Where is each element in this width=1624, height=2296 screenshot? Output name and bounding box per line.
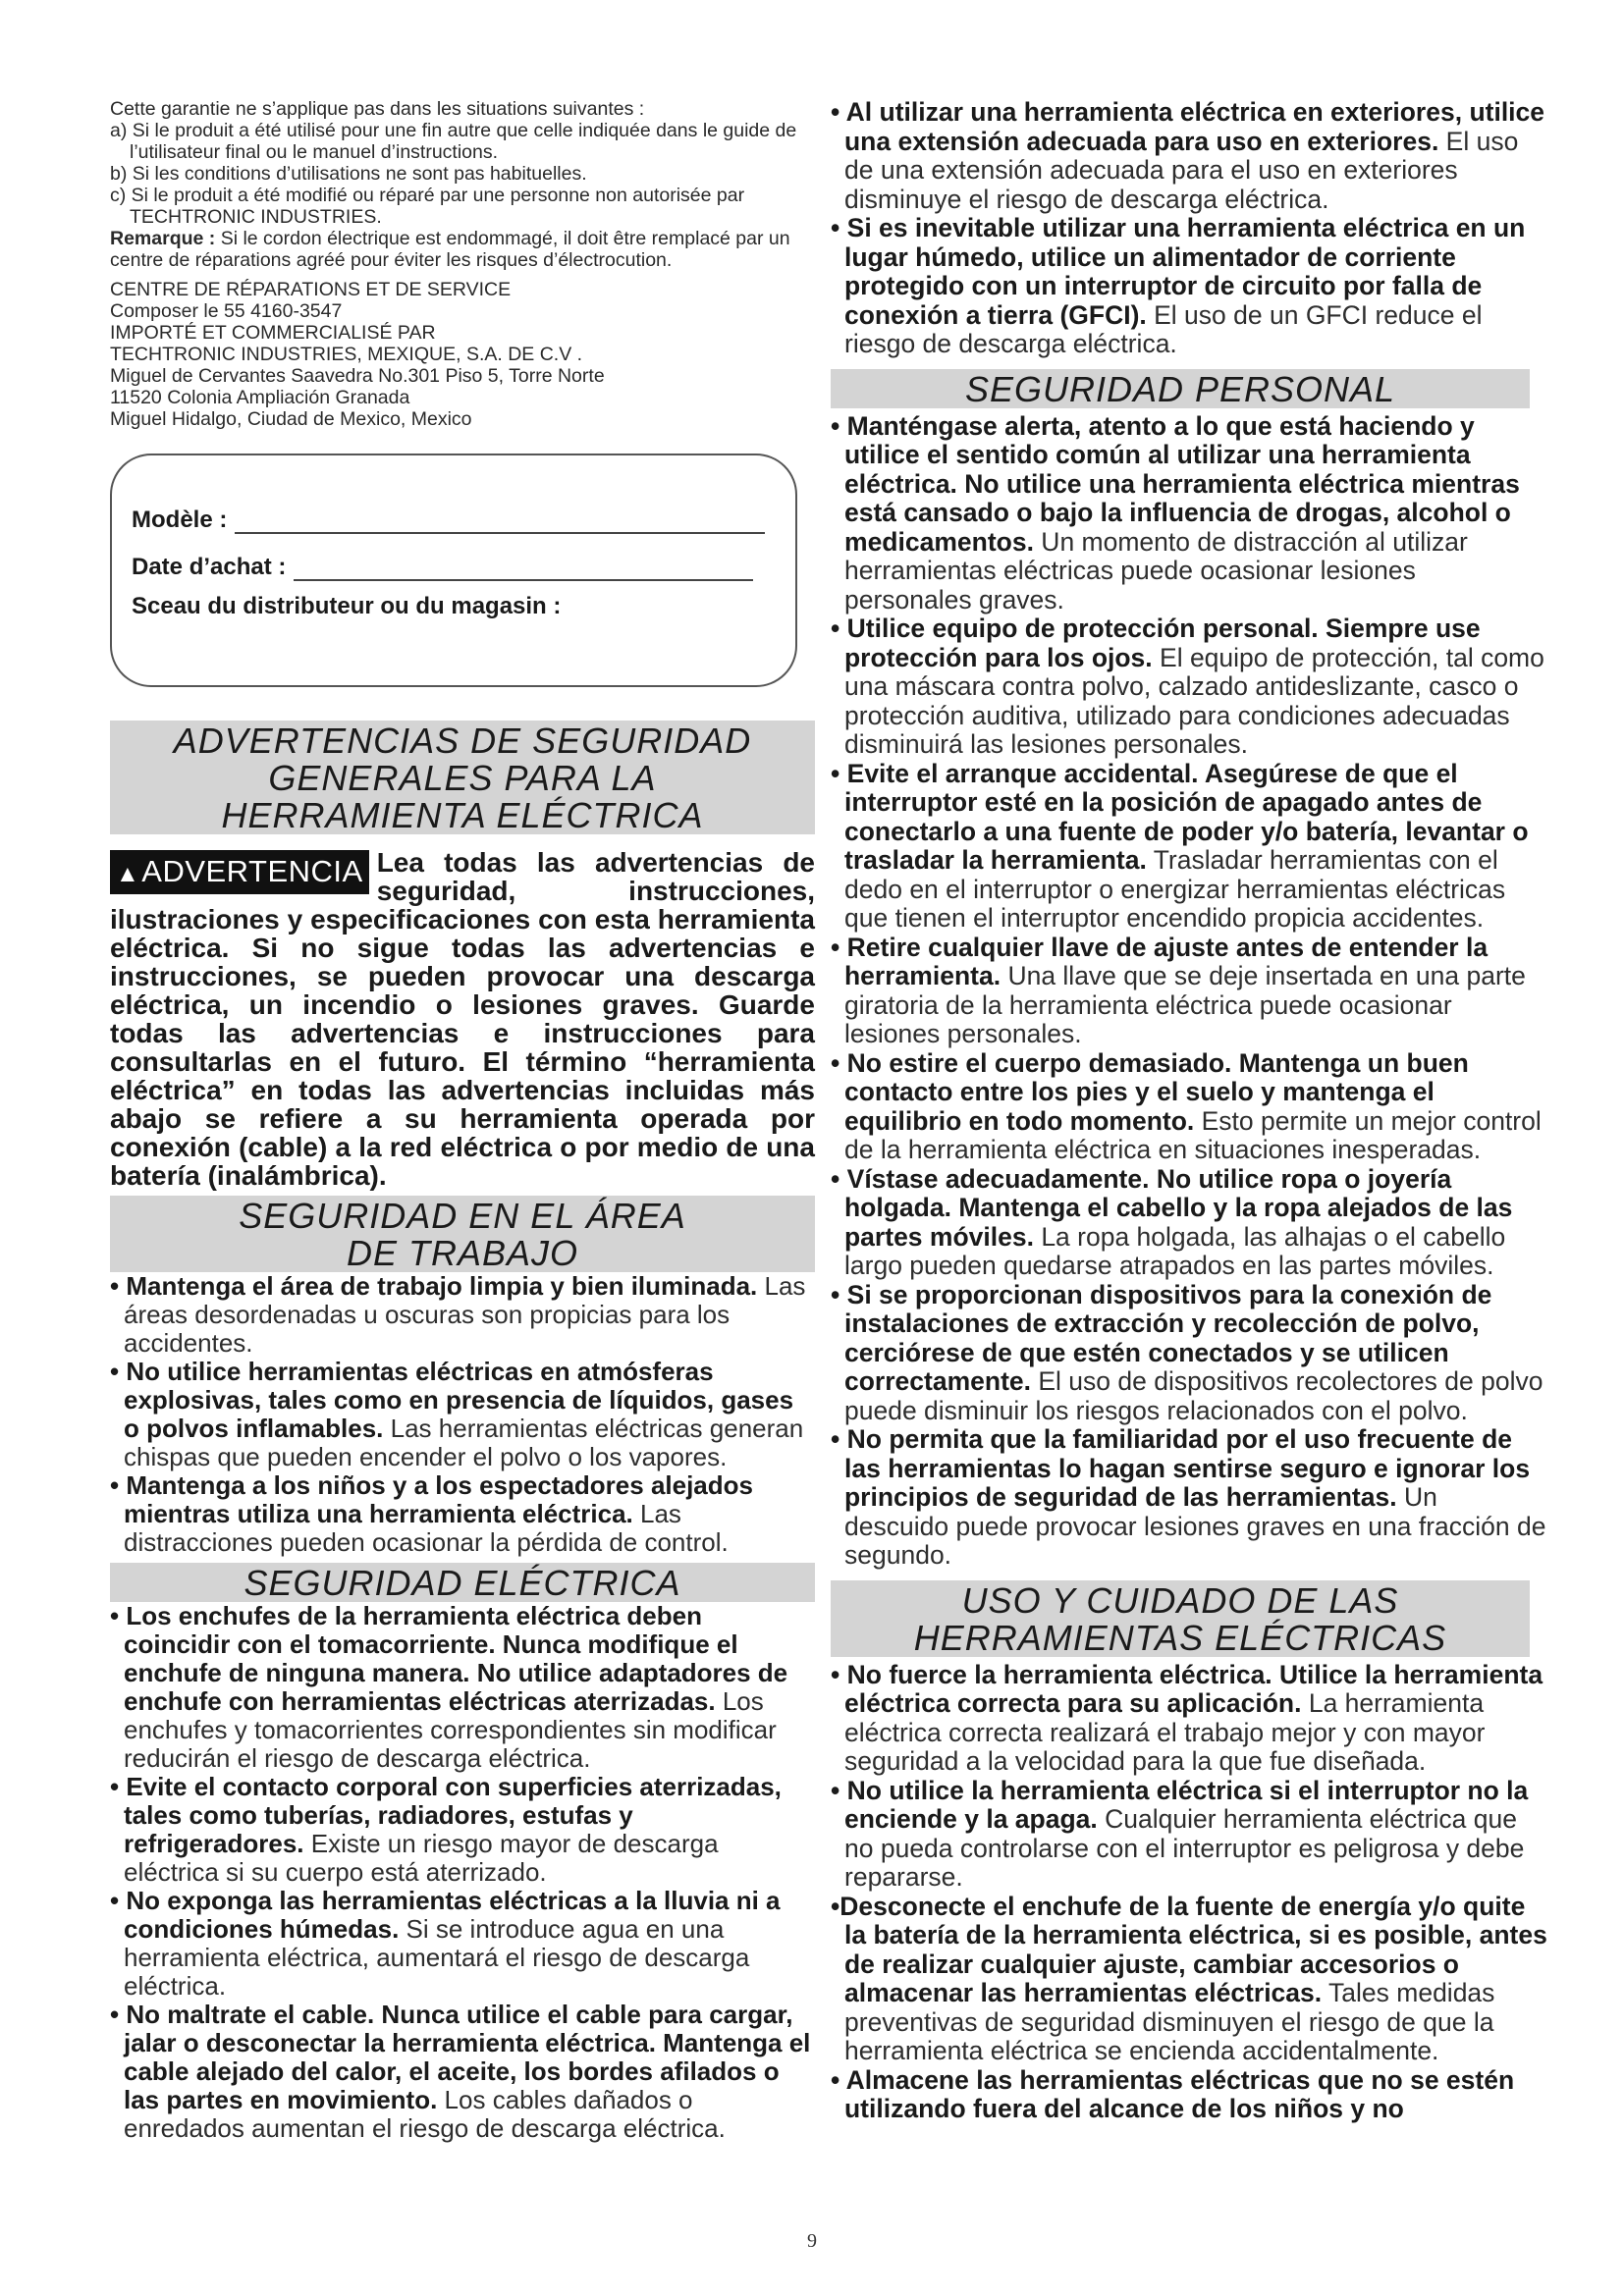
warning-badge	[110, 850, 369, 894]
list-item: • Retire cualquier llave de ajuste antes de entender la herramienta. Una llave que se deje insertada en una parte giratoria de la herramienta eléctrica puede ocasionar lesiones personales.	[831, 932, 1526, 1048]
warning-text: Lea todas las advertencias de seguridad, instrucciones, ilustraciones y especificaciones con esta herramienta eléctrica. Si no sigue todas las advertencias e instrucciones, se pueden provocar una descarga eléctrica, un incendio o lesiones graves. Guarde todas las advertencias e instrucciones para consultarlas en el futuro. El término “herramienta eléctrica” en todas las advertencias incluidas más abajo se refiere a su herramienta operada por conexión (cable) a la red eléctrica o por medio de una batería (inalámbrica).	[110, 847, 815, 1191]
importer-label: IMPORTÉ ET COMMERCIALISÉ PAR	[110, 322, 436, 344]
list-item: •Desconecte el enchufe de la fuente de energía y/o quite la batería de la herramienta eléctrica, si es posible, antes de realizar cualquier ajuste, cambiar accesorios o almacenar las herramientas eléctricas. Tales medidas preventivas de seguridad disminuyen el riesgo de que la herramienta eléctrica se encienda accidentalmente.	[831, 1891, 1547, 2065]
address-line-2: 11520 Colonia Ampliación Granada	[110, 387, 410, 408]
list-item: • Los enchufes de la herramienta eléctrica deben coincidir con el tomacorriente. Nunca modifique el enchufe de ninguna manera. No utilice adaptadores de enchufe con herramientas eléctricas aterrizadas. Los enchufes y tomacorrientes correspondientes sin modificar reducirán el riesgo de descarga eléctrica.	[110, 1601, 788, 1773]
general-warnings-heading-line-1: ADVERTENCIAS DE SEGURIDAD	[173, 721, 752, 761]
seal-row	[132, 581, 795, 620]
list-item: • No exponga las herramientas eléctricas a la lluvia ni a condiciones húmedas. Si se introduce agua en una herramienta eléctrica, aumentará el riesgo de descarga eléctrica.	[110, 1886, 781, 2001]
electrical-cont-list	[831, 98, 1547, 359]
list-item: • No estire el cuerpo demasiado. Mantenga un buen contacto entre los pies y el suelo y mantenga el equilibrio en todo momento. Esto permite un mejor control de la herramienta eléctrica en situaciones inesperadas.	[831, 1047, 1542, 1164]
warranty-item-c: c) Si le produit a été modifié ou réparé par une personne non autorisée par TECHTRONIC INDUSTRIES.	[110, 185, 745, 228]
list-item: • Almacene las herramientas eléctricas que no se estén utilizando fuera del alcance de los niños y no	[831, 2064, 1515, 2123]
warning-badge-label: ADVERTENCIA	[141, 854, 363, 888]
tool-use-heading-line-1: USO Y CUIDADO DE LAS	[961, 1579, 1399, 1621]
list-item: • Si es inevitable utilizar una herramienta eléctrica en un lugar húmedo, utilice un alimentador de corriente protegido con un interruptor de circuito por falla de conexión a tierra (GFCI). El uso de un GFCI reduce el riesgo de descarga eléctrica.	[831, 213, 1526, 358]
list-item: • Vístase adecuadamente. No utilice ropa o joyería holgada. Mantenga el cabello y la ropa alejados de las partes móviles. La ropa holgada, las alhajas o el cabello largo pueden quedarse atrapados en las partes móviles.	[831, 1163, 1513, 1280]
list-item: • Manténgase alerta, atento a lo que está haciendo y utilice el sentido común al utilizar una herramienta eléctrica. No utilice una herramienta eléctrica mientras está cansado o bajo la influencia de drogas, alcohol o medicamentos. Un momento de distracción al utilizar herramientas eléctricas puede ocasionar lesiones personales graves.	[831, 410, 1520, 614]
warranty-block	[110, 98, 815, 430]
work-area-heading	[110, 1196, 815, 1272]
date-row	[132, 534, 795, 581]
model-label: Modèle :	[132, 507, 228, 533]
list-item: • No utilice herramientas eléctricas en atmósferas explosivas, tales como en presencia de líquidos, gases o polvos inflamables. Las herramientas eléctricas generan chispas que pueden encender el polvo o los vapores.	[110, 1357, 804, 1471]
address-line-3: Miguel Hidalgo, Ciudad de Mexico, Mexico	[110, 408, 472, 430]
list-item: • Si se proporcionan dispositivos para la conexión de instalaciones de extracción y recolección de polvo, cerciórese de que estén conectados y se utilicen correctamente. El uso de dispositivos recolectores de polvo puede disminuir los riesgos relacionados con el polvo.	[831, 1279, 1543, 1425]
electrical-list	[110, 1602, 815, 2143]
tool-use-heading	[831, 1580, 1530, 1657]
list-item: • Mantenga a los niños y a los espectadores alejados mientras utiliza una herramienta eléctrica. Las distracciones pueden ocasionar la pérdida de control.	[110, 1470, 753, 1557]
work-area-list	[110, 1272, 815, 1557]
personal-safety-heading	[831, 369, 1530, 408]
general-warnings-heading	[110, 721, 815, 834]
warning-triangle-icon: ▲	[116, 861, 140, 887]
purchase-form-box	[110, 454, 797, 687]
page-number: 9	[807, 2230, 817, 2252]
importer-company: TECHTRONIC INDUSTRIES, MEXIQUE, S.A. DE C.V .	[110, 344, 583, 365]
list-item: • No maltrate el cable. Nunca utilice el cable para cargar, jalar o desconectar la herramienta eléctrica. Mantenga el cable alejado del calor, el aceite, los bordes afilados o las partes en movimiento. Los cables dañados o enredados aumentan el riesgo de descarga eléctrica.	[110, 2000, 811, 2143]
model-line[interactable]	[235, 508, 765, 534]
seal-label: Sceau du distributeur ou du magasin :	[132, 593, 562, 619]
list-item: • Al utilizar una herramienta eléctrica en exteriores, utilice una extensión adecuada para uso en exteriores. El uso de una extensión adecuada para el uso en exteriores disminuye el riesgo de descarga eléctrica.	[831, 97, 1545, 214]
personal-list	[831, 412, 1547, 1571]
list-item: • No fuerce la herramienta eléctrica. Utilice la herramienta eléctrica correcta para su aplicación. La herramienta eléctrica correcta realizará el trabajo mejor y con mayor seguridad a la velocidad para la que fue diseñada.	[831, 1659, 1543, 1776]
date-line[interactable]	[294, 556, 753, 581]
list-item: • No utilice la herramienta eléctrica si el interruptor no la enciende y la apaga. Cualquier herramienta eléctrica que no pueda controlarse con el interruptor es peligrosa y debe repararse.	[831, 1775, 1529, 1892]
warranty-item-b: b) Si les conditions d’utilisations ne sont pas habituelles.	[110, 163, 587, 185]
work-area-heading-line-2: DE TRABAJO	[346, 1233, 579, 1273]
electrical-safety-heading-line: SEGURIDAD ELÉCTRICA	[244, 1563, 681, 1603]
list-item: • No permita que la familiaridad por el uso frecuente de las herramientas lo hagan sentirse seguro e ignorar los principios de seguridad de las herramientas. Un descuido puede provocar lesiones graves en una fracción de segundo.	[831, 1424, 1546, 1570]
list-item: • Evite el contacto corporal con superficies aterrizadas, tales como tuberías, radiadores, estufas y refrigeradores. Existe un riesgo mayor de descarga eléctrica si su cuerpo está aterrizado.	[110, 1772, 782, 1887]
tool-use-heading-line-2: HERRAMIENTAS ELÉCTRICAS	[913, 1617, 1447, 1658]
address-line-1: Miguel de Cervantes Saavedra No.301 Piso 5, Torre Norte	[110, 365, 605, 387]
warranty-remark	[110, 228, 815, 271]
service-phone: Composer le 55 4160-3547	[110, 300, 343, 322]
warranty-item-a: a) Si le produit a été utilisé pour une fin autre que celle indiquée dans le guide de l’utilisateur final ou le manuel d’instructions.	[110, 120, 797, 163]
list-item: • Evite el arranque accidental. Asegúrese de que el interruptor esté en la posición de apagado antes de conectarlo a una fuente de poder y/o batería, levantar o trasladar la herramienta. Trasladar herramientas con el dedo en el interruptor o energizar herramientas eléctricas que tienen el interruptor encendido propicia accidentes.	[831, 758, 1529, 933]
model-row	[132, 487, 795, 534]
electrical-safety-heading	[110, 1563, 815, 1602]
general-warnings-heading-line-3: HERRAMIENTA ELÉCTRICA	[221, 795, 704, 835]
date-label: Date d’achat :	[132, 554, 287, 580]
remark-label: Remarque :	[110, 228, 216, 249]
warning-block	[110, 848, 815, 1190]
service-center: CENTRE DE RÉPARATIONS ET DE SERVICE	[110, 279, 512, 300]
list-item: • Mantenga el área de trabajo limpia y bien iluminada. Las áreas desordenadas u oscuras son propicias para los accidentes.	[110, 1271, 806, 1358]
personal-safety-heading-line: SEGURIDAD PERSONAL	[964, 368, 1396, 409]
right-column	[831, 98, 1547, 2124]
warranty-intro: Cette garantie ne s’applique pas dans les situations suivantes :	[110, 98, 645, 120]
work-area-heading-line-1: SEGURIDAD EN EL ÁREA	[239, 1196, 686, 1236]
left-column	[110, 98, 815, 2143]
list-item: • Utilice equipo de protección personal. Siempre use protección para los ojos. El equipo de protección, tal como una máscara contra polvo, calzado antideslizante, casco o protección auditiva, utilizado para condiciones adecuadas disminuirá las lesiones personales.	[831, 614, 1544, 759]
tool-use-list	[831, 1661, 1547, 2124]
general-warnings-heading-line-2: GENERALES PARA LA	[268, 758, 657, 798]
remark-text: Si le cordon électrique est endommagé, il doit être remplacé par un centre de réparations agréé pour éviter les risques d’électrocution.	[110, 228, 790, 271]
